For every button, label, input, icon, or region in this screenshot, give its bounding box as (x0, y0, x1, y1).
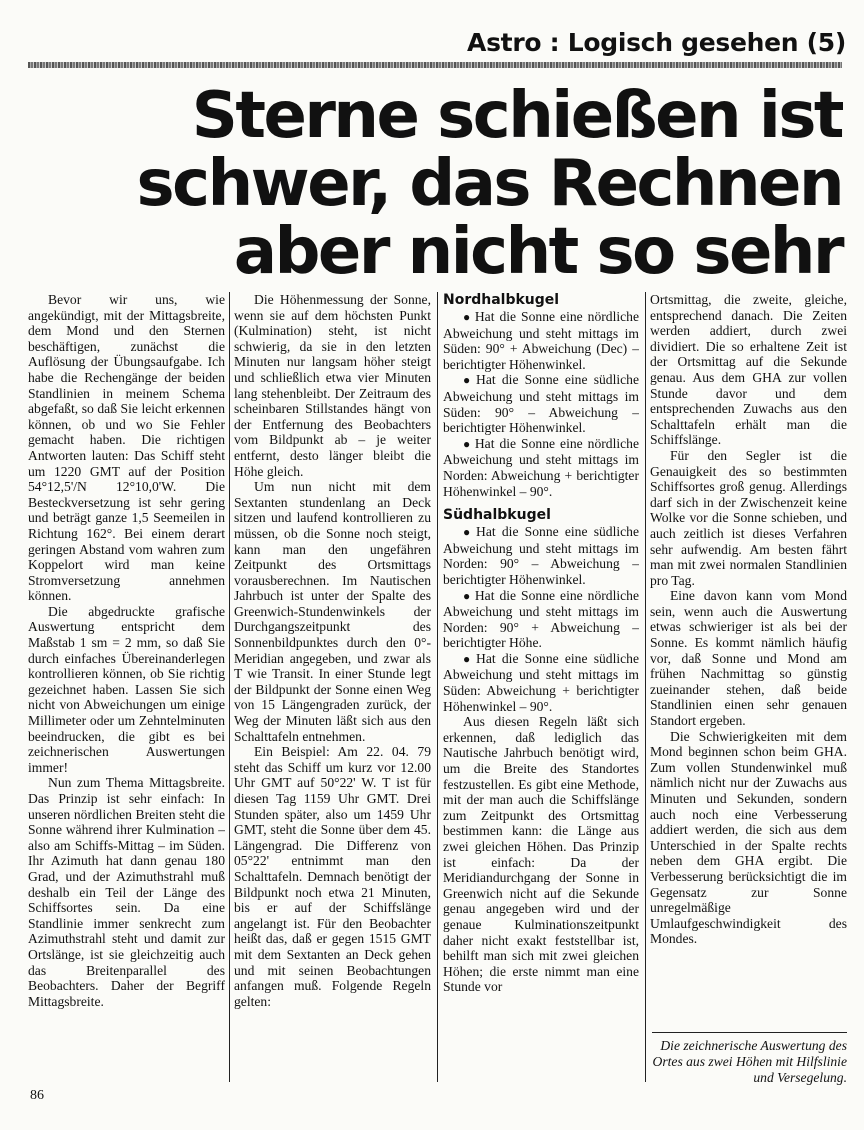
decorative-rule (28, 62, 842, 68)
page-number: 86 (30, 1088, 44, 1103)
paragraph: Um nun nicht mit dem Sextanten stundenlang an Deck sitzen und laufend kontrollieren zu müssen, ob die Sonne noch steigt, kann man den ungefähren Zeitpunkt des Ortsmittags vorausberechnen. Im Nautischen Jahrbuch ist unter der Spalte des Greenwich-Stundenwinkels der Durchgangszeitpunkt des Sonnenbildpunktes durch den 0°-Meridian angegeben, und zwar als T wie Transit. In einer Stunde legt der Bildpunkt der Sonne einen Weg von 15 Längengraden zurück, der Weg der Minuten läßt sich aus den Schalttafeln entnehmen. (234, 479, 431, 744)
headline-line: Sterne schießen ist (191, 79, 842, 153)
rule-item: ● Hat die Sonne eine südliche Abweichung und steht mittags im Süden: Abweichung + berichtigter Höhenwinkel – 90°. (443, 651, 639, 714)
column-divider (229, 292, 230, 1082)
paragraph: Bevor wir uns, wie angekündigt, mit der Mittagsbreite, dem Mond und den Sternen beschäftigen, zunächst die Auflösung der Übungsaufgabe. Ich habe die Rechengänge der beiden Standlinien in meinem Schema abgefaßt, so daß Sie leicht erkennen können, ob und wo Sie Fehler gemacht haben. Die richtigen Antworten lauten: Das Schiff steht um 1220 GMT auf der Position 54°12,5'/N 12°10,0'W. Die Besteckversetzung ist sehr gering und beträgt ganze 1,5 Seemeilen in Richtung 162°. Bei einem derart geringen Abstand vom wahren zum Koppelort wird man keine Stromversetzung annehmen können. (28, 292, 225, 604)
column-1 (28, 292, 225, 1082)
paragraph: Ortsmittag, die zweite, gleiche, entsprechend danach. Die Zeiten werden addiert, durch zwei dividiert. Die so erhaltene Zeit ist der Ortsmittag auf die Sekunde genau. Aus dem GHA zur vollen Stunde davor und dem entsprechenden Zuwachs aus den Schalttafeln erhält man die Schiffslänge. (650, 292, 847, 448)
paragraph: Für den Segler ist die Genauigkeit des so bestimmten Schiffsortes groß genug. Allerdings darf sich in der Zwischenzeit keine Wolke vor die Sonne schieben, und auch zeitlich ist dieses Verfahren sehr aufwendig. Am besten fährt man mit zwei normalen Standlinien pro Tag. (650, 447, 847, 588)
rule-item: ● Hat die Sonne eine nördliche Abweichung und steht mittags im Norden: 90° + Abweichung – berichtigter Höhe. (443, 588, 639, 651)
column-divider (437, 292, 438, 1082)
paragraph: Aus diesen Regeln läßt sich erkennen, daß lediglich das Nautische Jahrbuch benötigt wird, um die Breite des Standortes festzustellen. Es gibt eine Methode, mit der man auch die Schiffslänge zum Zeitpunkt des Ortsmittag bestimmen kann: die Länge aus zwei gleichen Höhen. Das Prinzip ist einfach: Da der Meridiandurchgang der Sonne in Greenwich nicht auf die Sekunde genau angegeben wird und der genaue Kulminationszeitpunkt daher nicht exakt feststellbar ist, behilft man sich mit zwei gleichen Höhen; die erste nimmt man eine Stunde vor (443, 714, 639, 995)
rule-item: ● Hat die Sonne eine südliche Abweichung und steht mittags im Norden: 90° – Abweichung – berichtigter Höhenwinkel. (443, 524, 639, 587)
paragraph: Nun zum Thema Mittagsbreite. Das Prinzip ist sehr einfach: In unseren nördlichen Breiten steht die Sonne während ihrer Kulmination – also am Schiffs-Mittag – im Süden. Ihr Azimuth hat dann genau 180 Grad, und der Azimuthstrahl muß deshalb ein Teil der Länge des Schiffsortes sein. Da eine Standlinie immer senkrecht zum Azimuthstrahl steht und damit zur Ortslänge, ist sie gleichzeitig auch das Breitenparallel des Beobachters. Daher der Begriff Mittagsbreite. (28, 775, 225, 1009)
headline (60, 79, 842, 289)
paragraph: Eine davon kann vom Mond sein, wenn auch die Auswertung etwas schwieriger ist als bei der Sonne. Es kommt nämlich häufig vor, daß Sonne und Mond am frühen Nachmittag so günstig zueinander stehen, daß beide Standlinien einen sehr genauen Standort ergeben. (650, 588, 847, 729)
headline-line: aber nicht so sehr (233, 215, 842, 289)
figure-caption: Die zeichnerische Auswertung des Ortes aus zwei Höhen mit Hilfslinie und Versegelung. (652, 1038, 847, 1085)
column-2 (234, 292, 431, 1082)
paragraph: Die Schwierigkeiten mit dem Mond beginnen schon beim GHA. Zum vollen Stundenwinkel muß nämlich nicht nur der Zuwachs aus Minuten und Sekunden, sondern auch noch eine Verbesserung addiert werden, die sich aus dem Unterschied in der Spalte rechts neben dem GHA ergibt. Die Verbesserung berücksichtigt die im Gegensatz zur Sonne unregelmäßige Umlaufgeschwindigkeit des Mondes. (650, 728, 847, 947)
column-4 (650, 292, 847, 1012)
headline-line: schwer, das Rechnen (136, 147, 842, 221)
column-3 (443, 292, 639, 1082)
series-title: Astro : Logisch gesehen (5) (467, 28, 846, 57)
section-heading-south: Südhalbkugel (443, 507, 551, 524)
rule-item: ● Hat die Sonne eine nördliche Abweichung und steht mittags im Süden: 90° + Abweichung (Dec) – berichtigter Höhenwinkel. (443, 309, 639, 372)
rule-item: ● Hat die Sonne eine nördliche Abweichung und steht mittags im Norden: Abweichung + berichtigter Höhenwinkel – 90°. (443, 436, 639, 499)
section-heading-north: Nordhalbkugel (443, 292, 560, 308)
paragraph: Die Höhenmessung der Sonne, wenn sie auf dem höchsten Punkt (Kulmination) steht, ist nicht schwierig, da sie in den letzten Minuten nur langsam höher steigt und schließlich etwa vier Minuten lang stehenbleibt. Der Zeitraum des scheinbaren Stillstandes hängt von der Entfernung des Beobachters vom Bildpunkt ab – je weiter entfernt, desto länger bleibt die Höhe gleich. (234, 292, 431, 479)
column-divider (645, 292, 646, 1082)
rule-item: ● Hat die Sonne eine südliche Abweichung und steht mittags im Süden: 90° – Abweichung – berichtigter Höhenwinkel. (443, 372, 639, 435)
paragraph: Die abgedruckte grafische Auswertung entspricht dem Maßstab 1 sm = 2 mm, so daß Sie durch einfaches Übereinanderlegen kontrollieren können, ob Sie richtig gezeichnet haben. Lassen Sie sich nicht von Abweichungen um einige Millimeter oder um Zehntelminuten beeindrucken, die gibt es bei zeichnerischen Auswertungen immer! (28, 603, 225, 775)
paragraph: Ein Beispiel: Am 22. 04. 79 steht das Schiff um kurz vor 12.00 Uhr GMT auf 50°22' W. T ist für diesen Tag 1159 Uhr GMT. Drei Stunden später, also um 1459 Uhr GMT, steht die Sonne über dem 45. Längengrad. Die Differenz von 05°22' entnimmt man den Schalttafeln. Demnach benötigt der Bildpunkt noch etwa 21 Minuten, bis er auf der Schiffslänge angelangt ist. Für den Beobachter heißt das, daß er gegen 1515 GMT mit dem Sextanten an Deck gehen und mit seinen Beobachtungen anfangen muß. Folgende Regeln gelten: (234, 744, 431, 1009)
caption-rule (652, 1032, 847, 1033)
